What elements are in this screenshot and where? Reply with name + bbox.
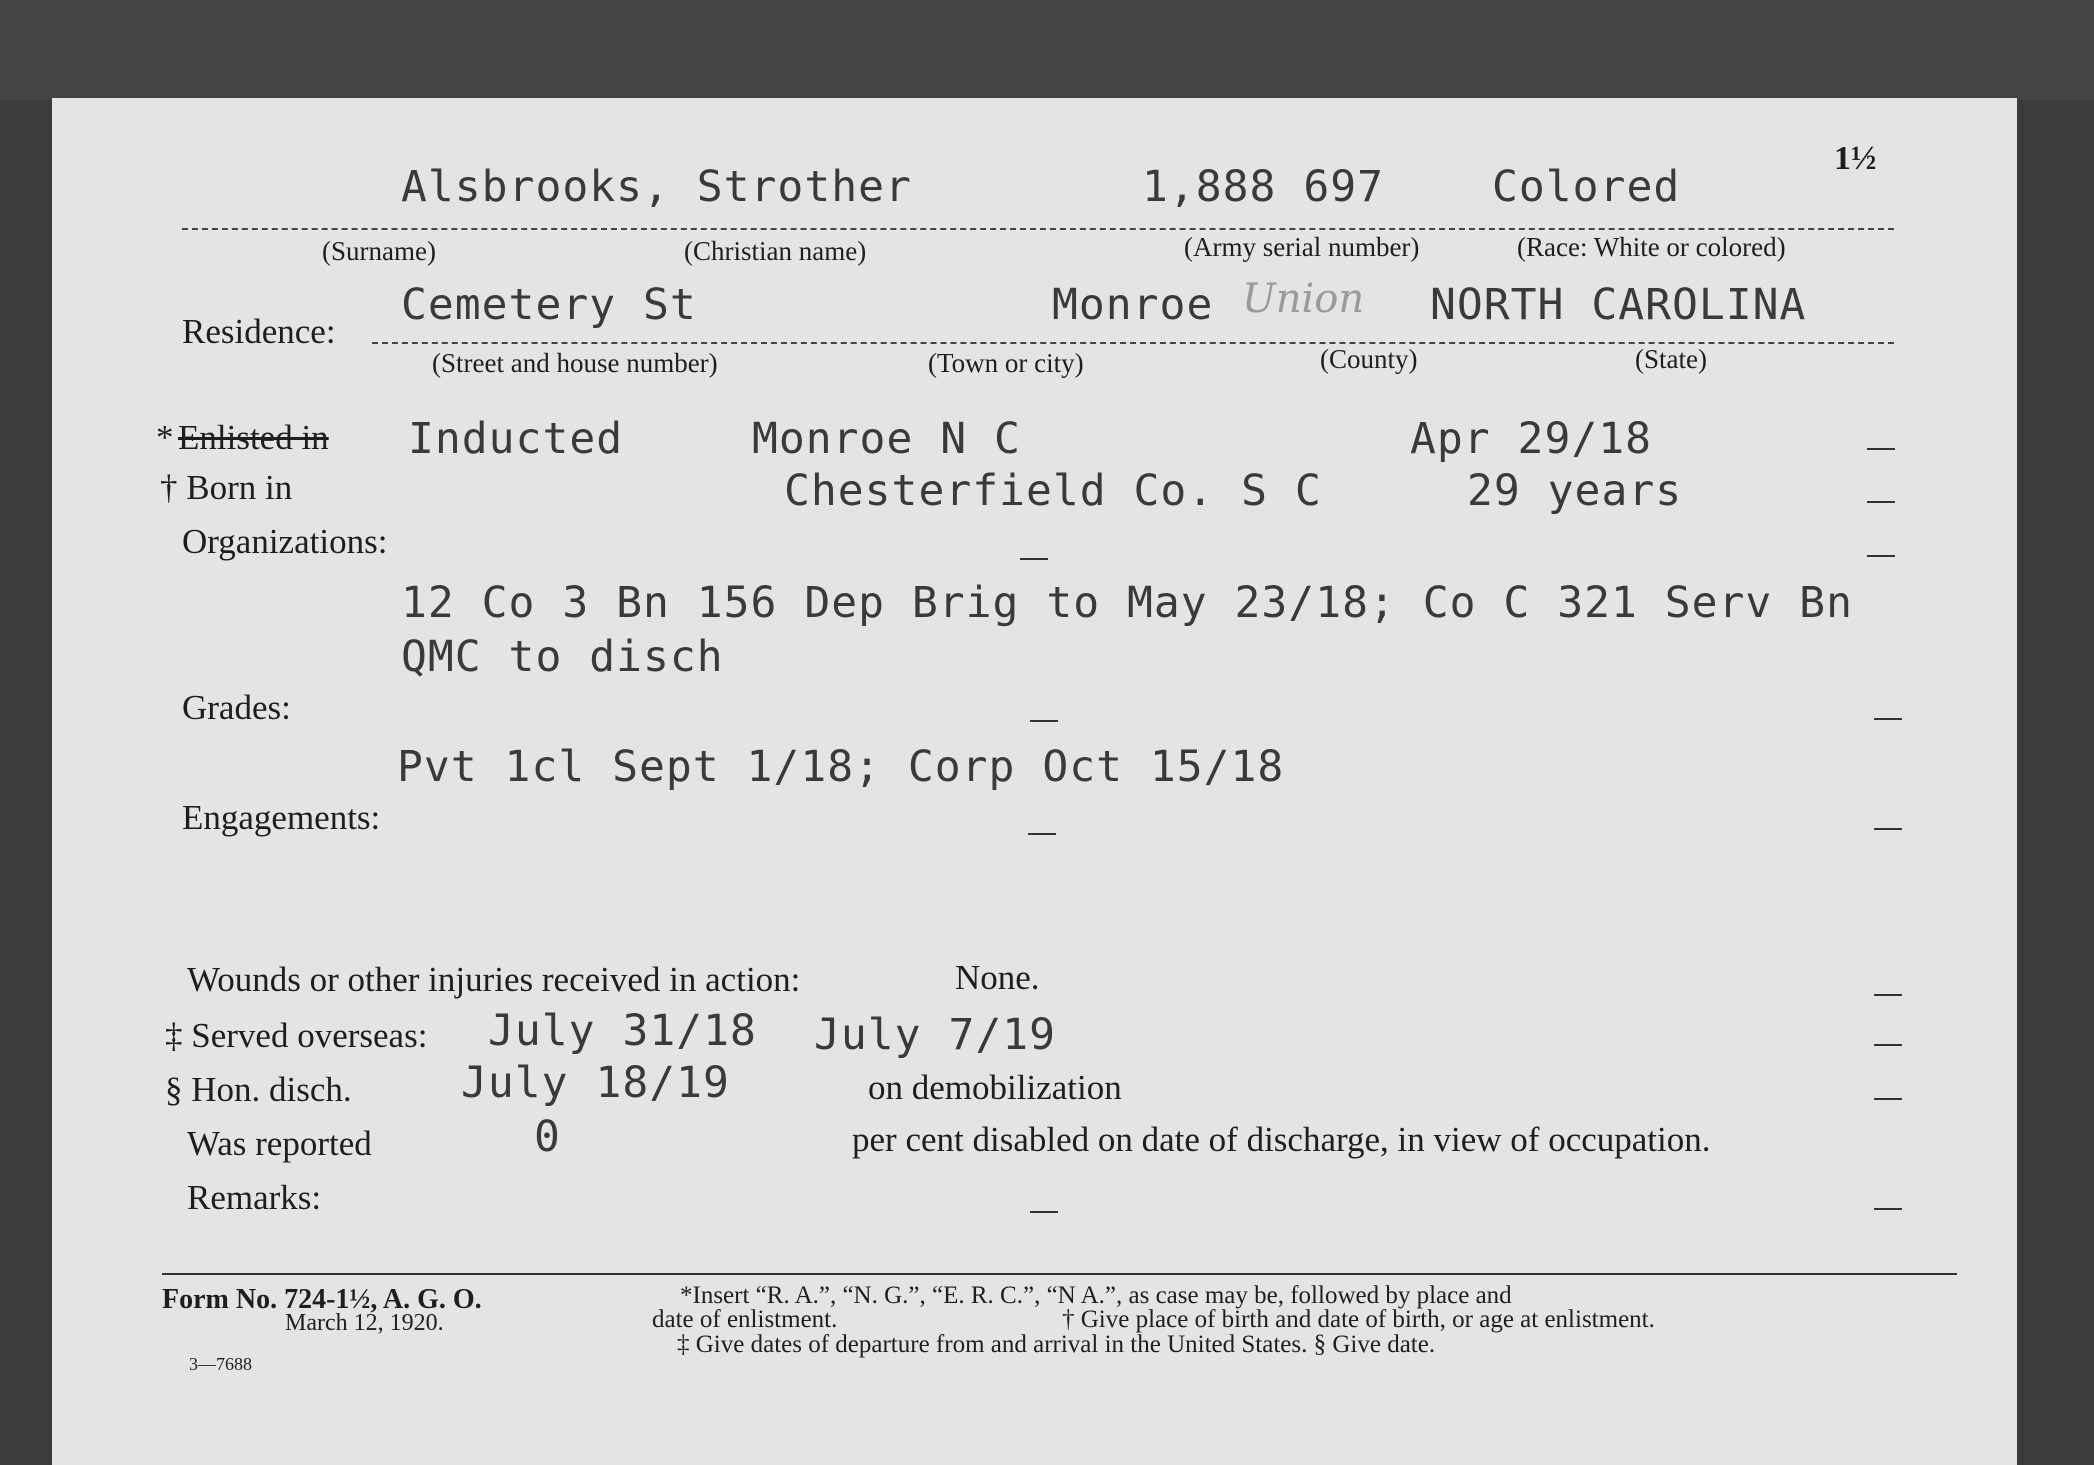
form-date: March 12, 1920. xyxy=(285,1310,444,1336)
form-number: Form No. 724-1½, A. G. O. xyxy=(162,1284,482,1315)
enlistment-date-value: Apr 29/18 xyxy=(1410,414,1652,464)
row-dash xyxy=(1874,1044,1902,1046)
town-value: Monroe xyxy=(1052,280,1214,330)
footer-rule xyxy=(162,1273,1957,1275)
row-dash xyxy=(1874,994,1902,996)
surname-caption: (Surname) xyxy=(322,236,436,266)
born-label: † Born in xyxy=(160,468,293,507)
serial-caption: (Army serial number) xyxy=(1184,232,1420,262)
footnote-insert-line2: date of enlistment. xyxy=(652,1306,838,1333)
discharge-reason: on demobilization xyxy=(868,1068,1122,1107)
print-code: 3—7688 xyxy=(189,1354,252,1374)
row-dash xyxy=(1874,1208,1902,1210)
remarks-label: Remarks: xyxy=(187,1178,322,1217)
wounds-label: Wounds or other injuries received in action: xyxy=(187,960,801,999)
discharge-date-value: July 18/19 xyxy=(461,1058,730,1108)
row-dash xyxy=(1867,555,1895,557)
state-value: NORTH CAROLINA xyxy=(1430,280,1807,330)
street-value: Cemetery St xyxy=(401,280,697,330)
row-dash xyxy=(1867,448,1895,450)
organizations-line2: QMC to disch xyxy=(401,632,724,682)
organizations-line1: 12 Co 3 Bn 156 Dep Brig to May 23/18; Co C 321 Serv Bn xyxy=(401,578,1853,628)
row-dash xyxy=(1874,1098,1902,1100)
overseas-return-value: July 7/19 xyxy=(814,1010,1056,1060)
residence-label: Residence: xyxy=(182,312,336,351)
street-caption: (Street and house number) xyxy=(432,348,718,378)
organizations-label: Organizations: xyxy=(182,522,388,561)
row-dash xyxy=(1867,501,1895,503)
grades-value: Pvt 1cl Sept 1/18; Corp Oct 15/18 xyxy=(397,742,1285,792)
serial-number-value: 1,888 697 xyxy=(1142,162,1384,212)
fraction-mark: 1½ xyxy=(1834,140,1877,177)
race-caption: (Race: White or colored) xyxy=(1517,232,1786,262)
town-caption: (Town or city) xyxy=(928,348,1084,378)
age-value: 29 years xyxy=(1467,466,1683,516)
race-value: Colored xyxy=(1492,162,1681,212)
enlistment-place-value: Monroe N C xyxy=(752,414,1021,464)
mid-dash xyxy=(1030,1211,1058,1213)
footnote-overseas: ‡ Give dates of departure from and arrival in the United States. § Give date. xyxy=(677,1331,1436,1358)
mid-dash xyxy=(1028,833,1056,835)
disability-percent-value: 0 xyxy=(534,1112,561,1162)
row-dash xyxy=(1874,828,1902,830)
disability-text: per cent disabled on date of discharge, in view of occupation. xyxy=(852,1120,1711,1159)
grades-label: Grades: xyxy=(182,688,291,727)
birthplace-value: Chesterfield Co. S C xyxy=(784,466,1322,516)
christian-name-caption: (Christian name) xyxy=(684,236,867,266)
county-caption: (County) xyxy=(1320,344,1418,374)
footnote-birth: † Give place of birth and date of birth, or age at enlistment. xyxy=(1062,1306,1655,1333)
discharge-label: § Hon. disch. xyxy=(165,1070,352,1109)
overseas-label: ‡ Served overseas: xyxy=(165,1016,428,1055)
state-caption: (State) xyxy=(1635,344,1707,374)
enlistment-type-value: Inducted xyxy=(408,414,624,464)
wounds-value: None. xyxy=(955,958,1040,997)
scan-background xyxy=(0,0,2094,100)
overseas-departure-value: July 31/18 xyxy=(488,1006,757,1056)
name-value: Alsbrooks, Strother xyxy=(401,162,912,212)
header-rule xyxy=(182,228,1894,230)
mid-dash xyxy=(1030,720,1058,722)
enlisted-label: Enlisted in xyxy=(178,418,329,457)
service-record-card xyxy=(52,98,2017,1465)
row-dash xyxy=(1874,718,1902,720)
footnote-insert-line1: *Insert “R. A.”, “N. G.”, “E. R. C.”, “N A.”, as case may be, followed by place and xyxy=(680,1282,1512,1309)
enlisted-asterisk: * xyxy=(156,418,174,457)
county-handwritten: Union xyxy=(1242,276,1365,322)
mid-dash xyxy=(1020,558,1048,560)
reported-label: Was reported xyxy=(187,1124,372,1163)
engagements-label: Engagements: xyxy=(182,798,381,837)
